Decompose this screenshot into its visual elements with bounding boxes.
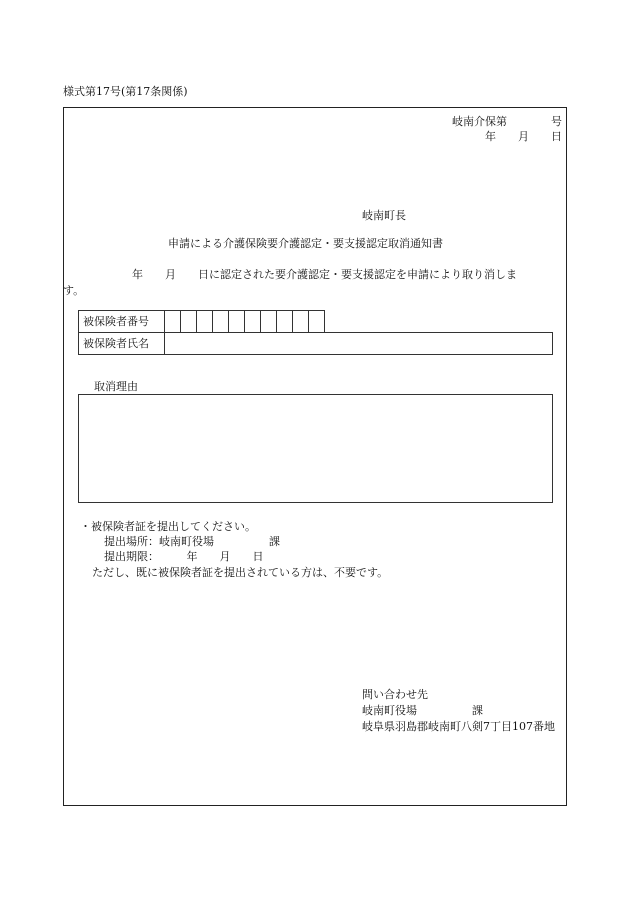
insured-number-table: [78, 310, 325, 333]
contact-office: 岐南町役場 課: [362, 704, 483, 717]
body-text-line2: す。: [63, 284, 85, 297]
insured-name-table: [78, 332, 553, 355]
insured-number-digit-7[interactable]: [261, 311, 277, 333]
insured-number-digit-4[interactable]: [213, 311, 229, 333]
insured-name-label: 被保険者氏名: [79, 333, 165, 355]
form-number: 様式第17号(第17条関係): [63, 85, 188, 98]
notice-line1: ・被保険者証を提出してください。: [80, 520, 256, 533]
insured-number-digit-9[interactable]: [293, 311, 309, 333]
notice-submission-deadline: 提出期限： 年 月 日: [104, 550, 264, 563]
issuer: 岐南町長: [362, 209, 406, 222]
reason-label: 取消理由: [94, 380, 138, 393]
document-date: 年 月 日: [485, 130, 562, 143]
insured-number-digit-10[interactable]: [309, 311, 325, 333]
page-title: 申請による介護保険要介護認定・要支援認定取消通知書: [168, 237, 443, 250]
insured-number-label: 被保険者番号: [79, 311, 165, 333]
insured-number-digit-8[interactable]: [277, 311, 293, 333]
insured-number-digit-5[interactable]: [229, 311, 245, 333]
notice-submission-place: 提出場所：岐南町役場 課: [104, 535, 280, 548]
insured-number-digit-3[interactable]: [197, 311, 213, 333]
insured-number-digit-1[interactable]: [165, 311, 181, 333]
document-number: 岐南介保第 号: [452, 115, 562, 128]
contact-address: 岐阜県羽島郡岐南町八剣7丁目107番地: [362, 720, 555, 733]
insured-number-digit-2[interactable]: [181, 311, 197, 333]
contact-heading: 問い合わせ先: [362, 688, 428, 701]
insured-number-digit-6[interactable]: [245, 311, 261, 333]
notice-note: ただし、既に被保険者証を提出されている方は、不要です。: [92, 566, 389, 579]
reason-field[interactable]: [78, 394, 553, 503]
body-text-line1: 年 月 日に認定された要介護認定・要支援認定を申請により取り消しま: [132, 268, 517, 281]
insured-name-field[interactable]: [165, 333, 553, 355]
